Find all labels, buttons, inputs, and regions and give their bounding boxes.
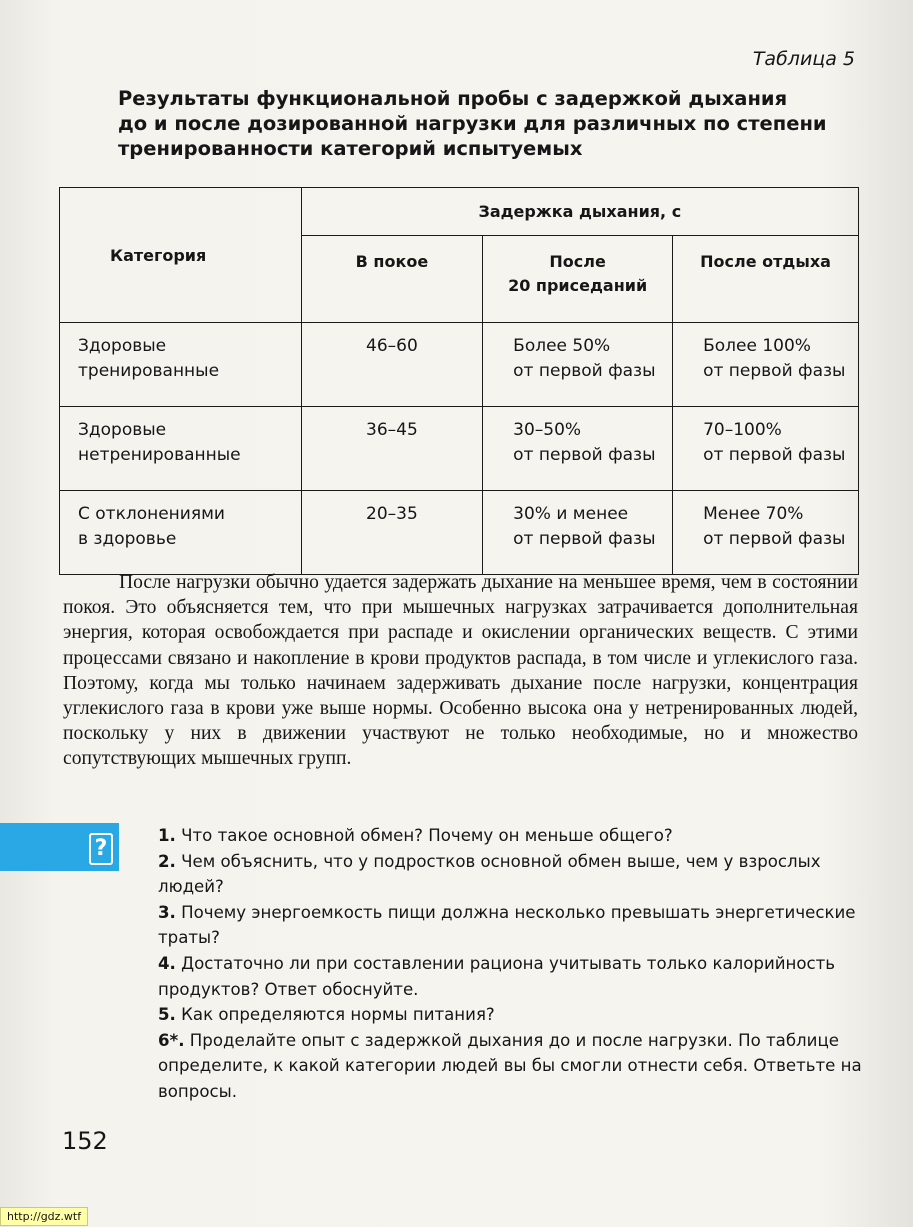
- subheader-after-squats: [483, 236, 673, 323]
- subheader-after-rest: [673, 236, 859, 323]
- question-text: Чем объяснить, что у подростков основной обмен выше, чем у взрослых людей?: [158, 851, 821, 897]
- question-number: 6*.: [158, 1030, 185, 1050]
- question-item: [158, 1002, 863, 1028]
- page-number: 152: [62, 1127, 108, 1155]
- cell-after-squats: 30–50% от первой фазы: [483, 407, 673, 491]
- table-row: [60, 407, 859, 491]
- subheader-after-rest-label: После отдыха: [700, 252, 831, 271]
- question-text: Почему энергоемкость пищи должна несколько превышать энергетические траты?: [158, 902, 856, 948]
- cell-category: Здоровые нетренированные: [60, 407, 302, 491]
- cell-rest: 20–35: [301, 491, 482, 575]
- question-number: 2.: [158, 851, 176, 871]
- cell-after-squats: Более 50% от первой фазы: [483, 323, 673, 407]
- question-number: 4.: [158, 953, 176, 973]
- header-delay: Задержка дыхания, с: [301, 188, 858, 236]
- question-item: [158, 951, 863, 1002]
- table-row: [60, 491, 859, 575]
- question-item: [158, 900, 863, 951]
- cell-after-rest: Менее 70% от первой фазы: [673, 491, 859, 575]
- results-table: [59, 187, 859, 575]
- question-text: Достаточно ли при составлении рациона учитывать только калорийность продуктов? Ответ обоснуйте.: [158, 953, 836, 999]
- cell-rest: 46–60: [301, 323, 482, 407]
- header-category: Категория: [60, 188, 302, 323]
- question-number: 1.: [158, 826, 176, 845]
- question-item: [158, 849, 863, 900]
- subheader-rest-label: В покое: [355, 252, 429, 271]
- cell-category: Здоровые тренированные: [60, 323, 302, 407]
- cell-after-rest: 70–100% от первой фазы: [673, 407, 859, 491]
- cell-after-squats: 30% и менее от первой фазы: [483, 491, 673, 575]
- question-number: 5.: [158, 1005, 176, 1025]
- question-item: [158, 823, 863, 849]
- question-mark-icon: ?: [89, 833, 113, 865]
- question-text: Что такое основной обмен? Почему он меньше общего?: [175, 826, 673, 845]
- question-item: [158, 1028, 863, 1105]
- table-label: Таблица 5: [752, 48, 855, 70]
- table-header-row: [60, 188, 859, 236]
- subheader-after-squats-label: После 20 приседаний: [508, 252, 648, 295]
- cell-rest: 36–45: [301, 407, 482, 491]
- cell-category: С отклонениями в здоровье: [60, 491, 302, 575]
- subheader-rest: [301, 236, 482, 323]
- question-number: 3.: [158, 902, 176, 922]
- table-row: [60, 323, 859, 407]
- table-title: Результаты функциональной пробы с задержкой дыхания до и после дозированной нагрузки для различных по степени тренированности категорий испытуемых: [118, 87, 827, 160]
- question-text: Как определяются нормы питания?: [175, 1005, 495, 1025]
- cell-after-rest: Более 100% от первой фазы: [673, 323, 859, 407]
- body-paragraph: После нагрузки обычно удается задержать дыхание на меньшее время, чем в состоянии покоя. Это объясняется тем, что при мышечных нагрузках затрачивается дополнительная энергия, которая освобождается при распаде и окислении органических веществ. С этими процессами связано и накопление в крови продуктов распада, в том числе и углекислого газа. Поэтому, когда мы только начинаем задерживать дыхание после нагрузки, концентрация углекислого газа в крови уже выше нормы. Особенно высока она у нетренированных людей, поскольку у них в движении участвуют не только необходимые, но и множество сопутствующих мышечных групп.: [63, 572, 858, 770]
- question-text: Проделайте опыт с задержкой дыхания до и после нагрузки. По таблице определите, к какой категории людей вы бы смогли отнести себя. Ответьте на вопросы.: [158, 1030, 862, 1101]
- watermark-link[interactable]: http://gdz.wtf: [0, 1207, 88, 1226]
- questions-list: [158, 823, 863, 1105]
